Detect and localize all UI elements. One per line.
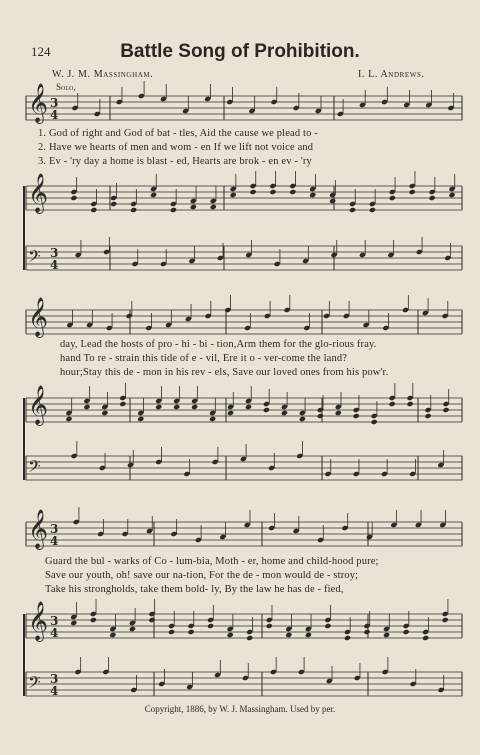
note-head	[230, 192, 237, 198]
time-signature: 4	[50, 684, 59, 698]
note-head	[245, 404, 252, 410]
treble-clef: 𝄞	[28, 385, 49, 425]
note-head	[344, 635, 351, 641]
treble-clef: 𝄞	[28, 83, 49, 123]
note-head	[309, 192, 316, 198]
note-head	[246, 635, 253, 641]
system-1-verse-2: 2. Have we hearts of men and wom - en If we lift not voice and	[38, 142, 314, 153]
note-head	[285, 632, 292, 638]
note-head	[448, 192, 455, 198]
note-head	[129, 626, 136, 632]
note-head	[70, 195, 77, 201]
note-head	[429, 195, 436, 201]
system-1-verse-3: 3. Ev - 'ry day a home is blast - ed, Hearts are brok - en ev - 'ry	[38, 156, 312, 167]
copyright-line: Copyright, 1886, by W. J. Massingham. Used by per.	[144, 704, 336, 714]
note-head	[188, 629, 195, 635]
note-head	[424, 413, 431, 419]
note-head	[119, 401, 126, 407]
note-head	[269, 189, 276, 195]
note-head	[155, 404, 162, 410]
note-head	[150, 192, 157, 198]
note-head	[83, 404, 90, 410]
note-head	[329, 198, 336, 204]
system-3-verse-1: Guard the bul - warks of Co - lum-bia, Moth - er, home and child-hood pure;	[45, 556, 379, 567]
system-2-verse-1: day, Lead the hosts of pro - hi - bi - tion,Arm them for the glo-rious fray.	[60, 339, 377, 350]
note-head	[65, 416, 72, 422]
note-head	[209, 416, 216, 422]
note-head	[363, 629, 370, 635]
solo-marking: Solo,	[56, 82, 76, 92]
note-head	[442, 407, 449, 413]
system-1-verse-1: 1. God of right and God of bat - tles, Aid the cause we plead to -	[38, 128, 318, 139]
treble-clef: 𝄞	[28, 297, 49, 337]
note-head	[227, 410, 234, 416]
bass-clef: 𝄢	[28, 672, 41, 696]
system-2-verse-2: hand To re - strain this tide of e - vil, Ere it o - ver-come the land?	[60, 353, 348, 364]
note-head	[403, 629, 410, 635]
time-signature: 4	[50, 108, 59, 122]
page-number: 124	[31, 44, 51, 59]
note-head	[109, 632, 116, 638]
note-head	[90, 207, 97, 213]
note-head	[266, 623, 273, 629]
note-head	[349, 207, 356, 213]
note-head	[191, 404, 198, 410]
note-head	[207, 623, 214, 629]
note-head	[168, 629, 175, 635]
note-head	[190, 204, 197, 210]
note-head	[137, 416, 144, 422]
note-head	[227, 632, 234, 638]
note-head	[409, 189, 416, 195]
system-3-verse-2: Save our youth, oh! save our na-tion, For the de - mon would de - stroy;	[45, 570, 359, 581]
note-head	[130, 207, 137, 213]
system-3-verse-3: Take his strongholds, take them bold- ly, By the law he has de - fied,	[45, 584, 344, 595]
treble-clef: 𝄞	[28, 173, 49, 213]
note-head	[70, 620, 77, 626]
note-head	[90, 617, 97, 623]
time-signature: 3	[50, 672, 59, 686]
note-head	[299, 416, 306, 422]
time-signature: 3	[50, 246, 59, 260]
time-signature: 3	[50, 614, 59, 628]
note-head	[422, 635, 429, 641]
note-head	[173, 404, 180, 410]
composer-credit: I. L. Andrews.	[358, 69, 425, 80]
note-head	[442, 617, 449, 623]
bass-clef: 𝄢	[28, 246, 41, 270]
note-head	[371, 419, 378, 425]
time-signature: 4	[50, 258, 59, 272]
bass-clef: 𝄢	[28, 456, 41, 480]
note-head	[305, 632, 312, 638]
lyricist-credit: W. J. M. Massingham.	[52, 69, 154, 80]
note-head	[289, 189, 296, 195]
note-head	[101, 410, 108, 416]
treble-clef: 𝄞	[28, 509, 49, 549]
note-head	[263, 407, 270, 413]
note-head	[407, 401, 414, 407]
system-2-verse-3: hour;Stay this de - mon in his rev - els, Save our loved ones from his pow'r.	[60, 367, 389, 378]
note-head	[353, 413, 360, 419]
note-head	[249, 189, 256, 195]
note-head	[383, 632, 390, 638]
note-head	[317, 413, 324, 419]
note-head	[324, 623, 331, 629]
time-signature: 3	[50, 96, 59, 110]
note-head	[335, 410, 342, 416]
song-title: Battle Song of Prohibition.	[120, 41, 360, 62]
time-signature: 4	[50, 626, 59, 640]
time-signature: 3	[50, 522, 59, 536]
note-head	[389, 401, 396, 407]
note-head	[369, 207, 376, 213]
note-head	[170, 207, 177, 213]
note-head	[389, 195, 396, 201]
treble-clef: 𝄞	[28, 601, 49, 641]
note-head	[210, 204, 217, 210]
time-signature: 4	[50, 534, 59, 548]
note-head	[281, 410, 288, 416]
note-head	[110, 201, 117, 207]
